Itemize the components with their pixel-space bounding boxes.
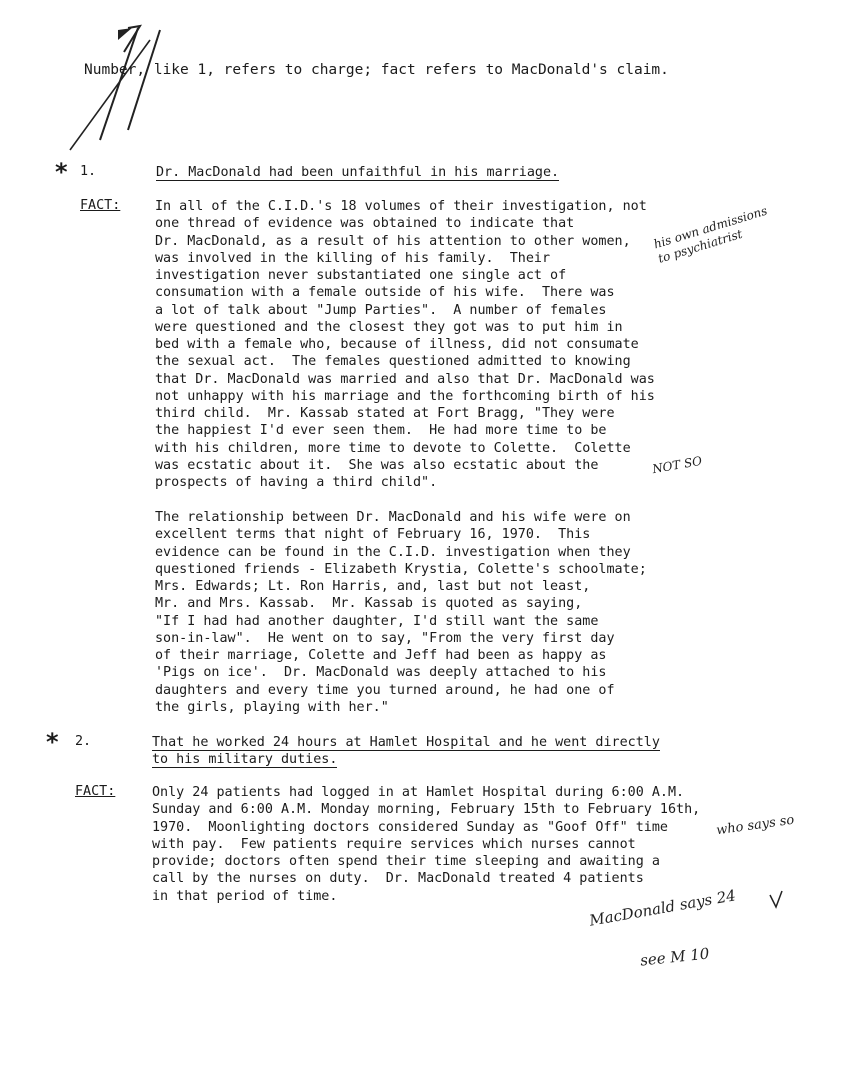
charge-title: That he worked 24 hours at Hamlet Hospital and he went directly: [152, 735, 660, 750]
text-line: of their marriage, Colette and Jeff had been as happy as: [155, 648, 607, 663]
text-line: Mr. and Mrs. Kassab. Mr. Kassab is quoted as saying,: [155, 596, 583, 612]
text-line: the happiest I'd ever seen them. He had more time to be: [155, 423, 607, 439]
charge-number: 1.: [80, 164, 97, 179]
text-line: that Dr. MacDonald was married and also that Dr. MacDonald was: [155, 371, 655, 387]
fact-label: FACT:: [80, 198, 121, 213]
header-note: Number, like 1, refers to charge; fact refers to MacDonald's claim.: [84, 62, 669, 78]
text-line: with pay. Few patients require services which nurses cannot: [152, 836, 636, 852]
text-line: one thread of evidence was obtained to indicate that: [155, 216, 575, 232]
text-line: were questioned and the closest they got was to put him in: [155, 319, 623, 335]
text-line: call by the nurses on duty. Dr. MacDonald treated 4 patients: [152, 871, 644, 887]
text-line: bed with a female who, because of illness, did not consumate: [155, 337, 639, 352]
text-line: son-in-law". He went on to say, "From the very first day: [155, 630, 615, 646]
handwritten-note: see M 10: [639, 944, 711, 970]
text-line: was ecstatic about it. She was also ecstatic about the: [155, 457, 599, 473]
text-line: evidence can be found in the C.I.D. investigation when they: [155, 544, 631, 560]
text-line: "If I had had another daughter, I'd still want the same: [155, 613, 599, 629]
charge-title: Dr. MacDonald had been unfaithful in his marriage.: [156, 165, 560, 180]
asterisk-mark: *: [46, 728, 59, 756]
text-line: 1970. Moonlighting doctors considered Sunday as "Goof Off" time: [152, 819, 668, 835]
text-line: Only 24 patients had logged in at Hamlet Hospital during 6:00 A.M.: [152, 785, 685, 800]
text-line: investigation never substantiated one single act of: [155, 268, 567, 283]
text-line: Mrs. Edwards; Lt. Ron Harris, and, last but not least,: [155, 579, 591, 594]
text-line: third child. Mr. Kassab stated at Fort Bragg, "They were: [155, 406, 615, 421]
text-line: The relationship between Dr. MacDonald and his wife were on: [155, 510, 631, 525]
handwritten-note: MacDonald says 24: [588, 886, 738, 930]
text-line: a lot of talk about "Jump Parties". A number of females: [155, 302, 607, 318]
text-line: prospects of having a third child".: [155, 475, 438, 490]
handwritten-note: NOT SO: [651, 453, 704, 477]
text-line: Sunday and 6:00 A.M. Monday morning, February 15th to February 16th,: [152, 802, 701, 818]
text-line: with his children, more time to devote to Colette. Colette: [155, 440, 631, 456]
fact-label: FACT:: [75, 784, 116, 799]
text-line: provide; doctors often spend their time sleeping and awaiting a: [152, 854, 660, 869]
asterisk-mark: *: [55, 158, 68, 186]
text-line: In all of the C.I.D.'s 18 volumes of their investigation, not: [155, 199, 647, 214]
text-line: in that period of time.: [152, 888, 338, 904]
text-line: 'Pigs on ice'. Dr. MacDonald was deeply attached to his: [155, 665, 607, 681]
handwritten-note: who says so: [715, 812, 796, 839]
text-line: not unhappy with his marriage and the forthcoming birth of his: [155, 388, 655, 404]
text-line: excellent terms that night of February 16, 1970. This: [155, 527, 591, 543]
text-line: consumation with a female outside of his wife. There was: [155, 285, 615, 301]
text-line: the girls, playing with her.": [155, 699, 389, 715]
text-line: Dr. MacDonald, as a result of his attention to other women,: [155, 233, 631, 249]
text-line: questioned friends - Elizabeth Krystia, Colette's schoolmate;: [155, 561, 647, 577]
text-line: was involved in the killing of his family. Their: [155, 250, 551, 266]
handwritten-note: his own admissions to psychiatrist: [652, 203, 769, 266]
charge-title: to his military duties.: [152, 752, 338, 767]
charge-number: 2.: [75, 734, 92, 749]
text-line: daughters and every time you turned around, he had one of: [155, 682, 615, 698]
text-line: the sexual act. The females questioned admitted to knowing: [155, 354, 631, 370]
